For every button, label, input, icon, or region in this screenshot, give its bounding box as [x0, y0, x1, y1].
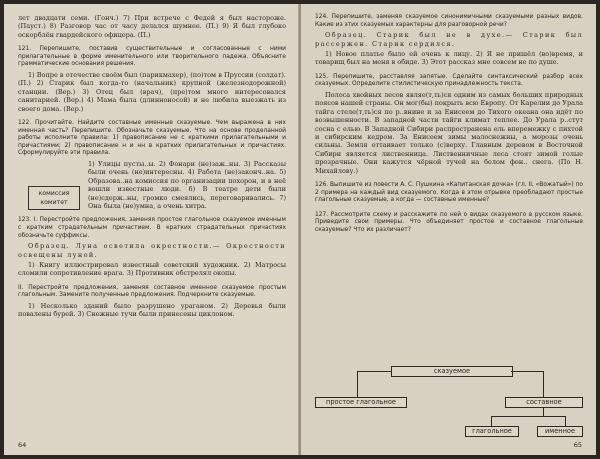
- exercise-123-part-2-task: II. Перестройте предложения, заменяя составное именное сказуемое простым глагольным. Замените полученные предложения. Подчеркните сказуемые.: [18, 284, 286, 299]
- vocabulary-box: [28, 186, 80, 210]
- schema-compound-nominal-box: именное: [537, 426, 583, 437]
- connector: [543, 408, 544, 416]
- predicate-types-diagram: [315, 360, 583, 440]
- exercise-121-task: 121. Перепишите, поставив существительные и согласованные с ними прилагательные в форме именительного или творительного падежа. Объясните грамматические основания решения.: [18, 46, 286, 68]
- exercise-122-text: 1) Улицы пусты..ы. 2) Фонари (не)заж..ны. 3) Рассказы были очень (не)интересны. 4) Работа (не)законч..на. 5) Образова..на комиссия по организации похорон, и в неё вошли известные люди. 6) В театре дети были (не)сдерж..ны, громко смеялись, переговаривались. 7) Она была (не)умна, а очень хитра.: [88, 160, 286, 211]
- page-number-left: 64: [18, 440, 27, 449]
- exercise-126-task: 126. Выпишите из повести А. С. Пушкина «Капитанская дочка» (гл. II, «Вожатый») по 2 примера на каждый вид сказуемого. Когда в этом отрывке преобладают простые глагольные сказуемые, а когда — составные именные?: [315, 182, 583, 204]
- schema-simple-verbal-box: простое глагольное: [315, 397, 407, 408]
- exercise-123-part-2-text: 1) Несколько зданий было разрушено ураганом. 2) Деревья были повалены бурей. 3) Снежные тучи были принесены циклоном.: [18, 302, 286, 319]
- continuation-text: лет двадцати семи. (Гонч.) 7) При встрече с Федей я был настороже. (Пауст.) 8) Разговор час от часу делался шумнее. (П.) 9) Я был глубоко оскорблён гвардейского офицера. (П.): [18, 14, 286, 39]
- connector: [491, 416, 565, 417]
- schema-compound-verbal-box: глагольное: [465, 426, 519, 437]
- right-column: [315, 14, 583, 237]
- connector: [543, 371, 544, 397]
- connector: [511, 371, 543, 372]
- connector: [357, 371, 358, 397]
- exercise-127-task: 127. Рассмотрите схему и расскажите по ней о видах сказуемого в русском языке. Приведите свои примеры. Что объединяет простое и составное глагольные сказуемые? Что их различает?: [315, 211, 583, 234]
- exercise-122-block: [18, 160, 286, 210]
- left-column: [18, 14, 286, 321]
- page-number-right: 65: [573, 440, 582, 449]
- vocabulary-word-2: комитет: [40, 199, 68, 206]
- connector: [491, 416, 492, 426]
- vocabulary-word-1: комиссия: [38, 190, 70, 197]
- exercise-125-task: 125. Перепишите, расставляя запятые. Сделайте синтаксический разбор всех сказуемых. Определите стилистическую принадлежность текста.: [315, 73, 583, 88]
- schema-predicate-box: сказуемое: [391, 366, 513, 377]
- exercise-123-task: 123. I. Перестройте предложения, заменяя простое глагольное сказуемое именным с кратким страдательным причастием. В кратких страдательных причастиях обозначьте суффиксы.: [18, 217, 286, 239]
- right-page: [301, 4, 596, 455]
- connector: [565, 416, 566, 426]
- exercise-123-sample: Образец. Луна осветила окрестности.— Окрестности освещены луной.: [18, 242, 286, 259]
- exercise-124-text: 1) Новое платье было ей очень к лицу. 2) Я не пришёл (во)время, и товарищ был на меня в обиде. 3) Этот рассказ мне совсем не по душе.: [315, 50, 583, 67]
- book-spread: [4, 4, 596, 455]
- exercise-124-sample: Образец. Старик был не в духе.— Старик был рассержен. Старик сердился.: [315, 31, 583, 48]
- exercise-125-text: Полоса хвойных лесов являе(т,ть)ся одним из самых больших природных поясов нашей страны. Он мог(бы) покрыть всю Европу. От Карелии до Урала тайга стеле(т,ть)ся по р..внине и за Енисеем до Тихого океана она идёт по возвышенности. В западной части тайги климат теплее. До Урала р..стут сосна с елью. В Западной Сибири распространена ель вперемежку с пихтой и сибирским кедром. За Енисеем зимы малоснежны, а морозы очень сильны. Земля оттаивает только (с)верху. Главным деревом в Восточной Сибири является лиственница. Лиственничные леса стоят зимой голые прозрачные. Они кажутся чёрной тучей на белом фон.. снега. (По Н. Михайлову.): [315, 91, 583, 175]
- exercise-121-text: 1) Вопре в отечестве своём был (парикмахер), (по)том в Пруссии (солдат). (П.) 2) Старик был когда-то (начальник) крупной (железнодорожной) станции. (Вер.) 3) Отец был (врач), (пре)том много интересовался санитарией. (Вер.) 4) Мама была (длинноносой) и не любила выезжать из своего дома. (Вер.): [18, 71, 286, 113]
- exercise-124-task: 124. Перепишите, заменяя сказуемое синонимичными сказуемыми разных видов. Какие из этих сказуемых характерны для разговорной речи?: [315, 14, 583, 28]
- exercise-122-task: 122. Прочитайте. Найдите составные именные сказуемые. Чем выражена в них именная часть? Перепишите. Обозначьте сказуемые. Что на основе проделанной работы исполните правила: 1) правописание не с краткими прилагательными и причастиями; 2) правописание н и нн в кратких прилагательных и причастиях. Сформулируйте эти правила.: [18, 120, 286, 157]
- schema-compound-box: составное: [505, 397, 583, 408]
- connector: [357, 371, 391, 372]
- left-page: [4, 4, 299, 455]
- exercise-123-text: 1) Книгу иллюстрировал известный советский художник. 2) Матросы сломили сопротивление врага. 3) Противник обстрелял окопы.: [18, 261, 286, 278]
